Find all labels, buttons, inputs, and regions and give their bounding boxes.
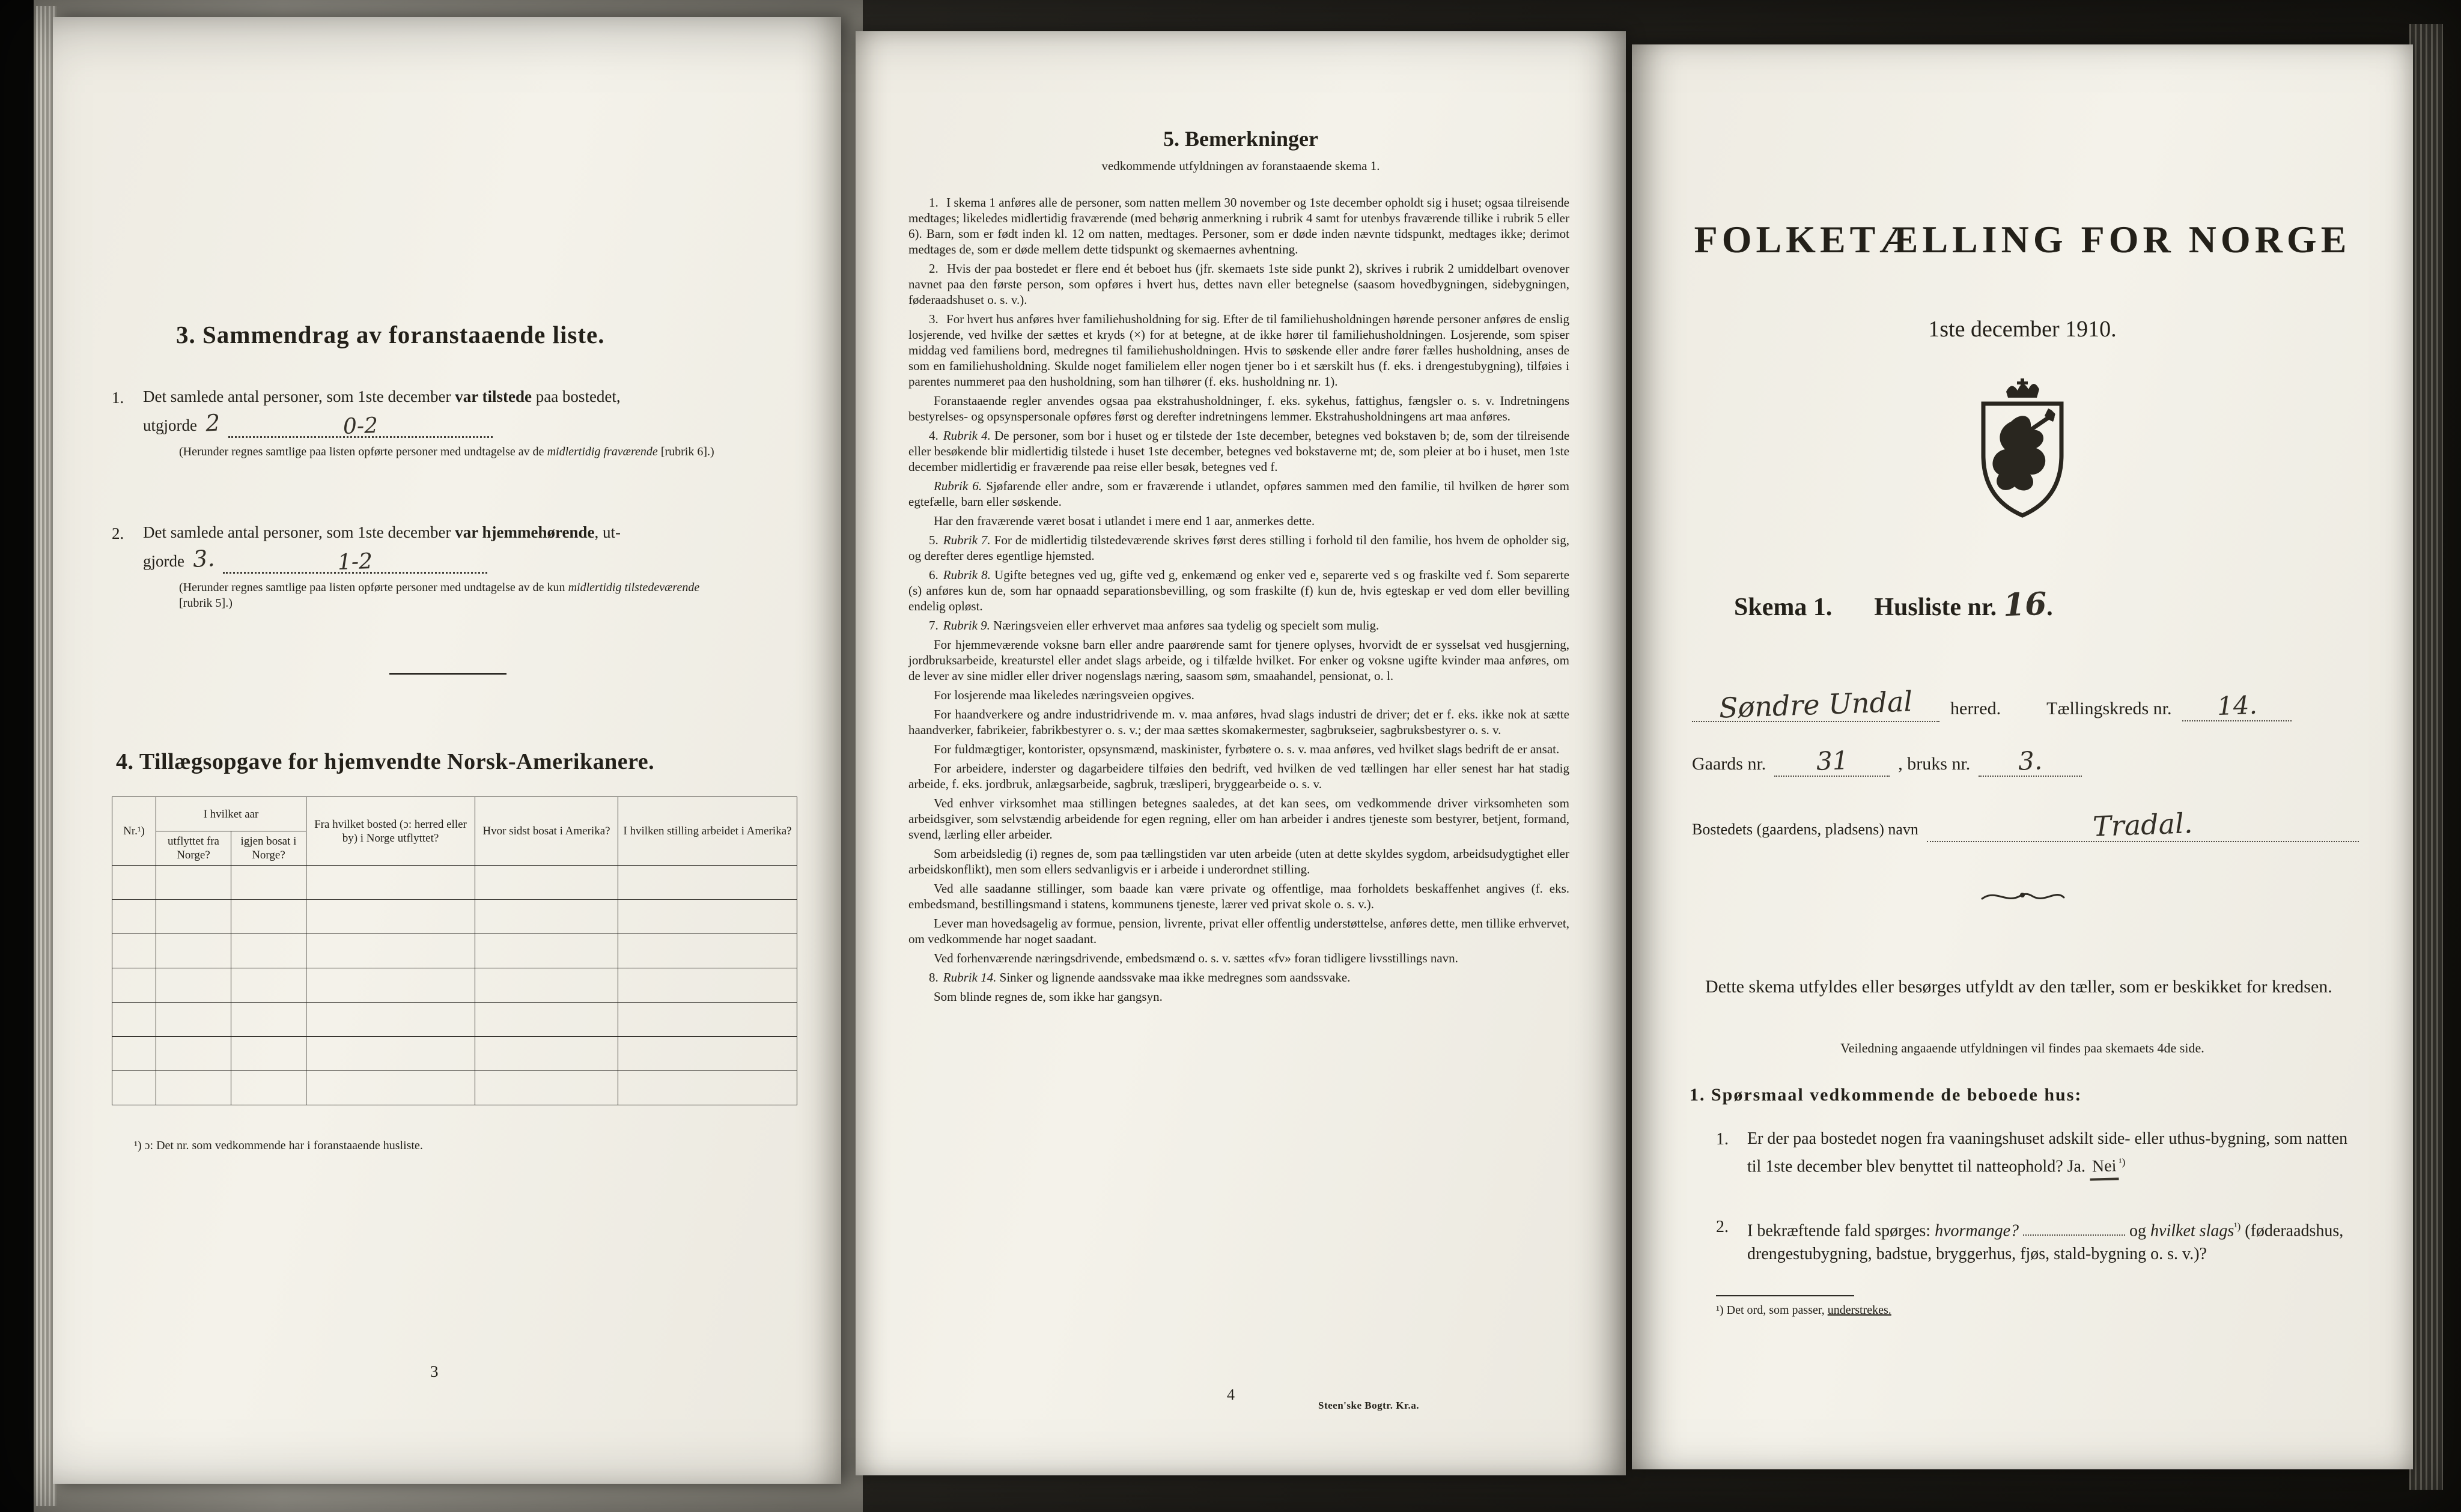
question-italic-2: hvilket slags xyxy=(2150,1221,2234,1240)
instruction-paragraph: For hjemmeværende voksne barn eller andre paarørende samt for tjenere oplyses, hvorvidt de er sysselsat ved husgjerning, jordbruksarbeide, kreaturstel eller andet slags arbeide, og i tilfælde hvilket. For enker og voksne ugifte kvinder maa anføres, om de lever av sine midler eller driver nogenslags næring, saasom søm, smaahandel, pensionat, o. l. xyxy=(908,637,1569,683)
instruction-paragraph: Ved enhver virksomhet maa stillingen betegnes saaledes, at det kan sees, om vedkommende driver virksomheten som arbeidsgiver, som selvstændig arbeidende for egen regning, eller om han arbeider i andres tjeneste som bestyrer, betjent, formand, svend, lærling eller arbeider. xyxy=(908,796,1569,842)
col-header-occupation: I hvilken stilling arbeidet i Amerika? xyxy=(618,797,797,866)
note-italic: midlertidig fraværende xyxy=(547,445,658,458)
table-footnote: ¹) ɔ: Det nr. som vedkommende har i foranstaaende husliste. xyxy=(134,1139,423,1152)
guidance-text: Veiledning angaaende utfyldningen vil findes paa skemaets 4de side. xyxy=(1840,1040,2204,1055)
item-text-bold: var tilstede xyxy=(455,387,532,405)
item-number: 2. xyxy=(112,524,124,542)
bruks-label: , bruks nr. xyxy=(1898,754,1971,774)
table-row xyxy=(112,1003,797,1037)
returned-americans-table xyxy=(112,797,797,1105)
col-header-returned: igjen bosat i Norge? xyxy=(231,831,306,866)
answer-line xyxy=(143,411,798,438)
answer-label: utgjorde xyxy=(143,416,197,434)
middle-page xyxy=(856,31,1626,1475)
dotted-answer-line xyxy=(228,412,493,438)
instruction-paragraph: Lever man hovedsagelig av formue, pension, livrente, privat eller offentlig understøttelse, anføres dette, men tillike erhvervet, om vedkommende har noget saadant. xyxy=(908,916,1569,946)
item-note xyxy=(179,444,732,460)
instruction-paragraph: 1. I skema 1 anføres alle de personer, som natten mellem 30 november og 1ste december opholdt sig i huset; ogsaa tilreisende medtages; likeledes midlertidig fraværende (med behørig anmerkning i rubrik 4 samt for utenbys fraværende tillike i rubrik 5 eller 6). Barn, som er født inden kl. 12 om natten, medtages. Personer, som er døde inden nævnte tidspunkt, medtages ikke; derimot medtages de, som er døde mellem dette tidspunkt og skemaernes avhentning. xyxy=(908,195,1569,257)
table-body xyxy=(112,866,797,1105)
item-text-pre: Det samlede antal personer, som 1ste december xyxy=(143,523,455,541)
filled-by-text: Dette skema utfyldes eller besørges utfyldt av den tæller, som er beskikket for kredsen. xyxy=(1705,977,2332,997)
residence-line xyxy=(1692,809,2359,842)
dotted-answer-line xyxy=(223,548,487,574)
dotted-field xyxy=(1692,685,1939,724)
table-row xyxy=(112,934,797,968)
item-note xyxy=(179,580,732,611)
instruction-paragraph: For haandverkere og andre industridrivende m. v. maa anføres, hvad slags industri de driver; det er f. eks. ikke nok at sætte haandverker, fabrikeier, fabrikbestyrer o. s. v.; der maa sættes skomakermester, sagbrukseier, sagbruksbestyrer o. s. v. xyxy=(908,707,1569,737)
item-text xyxy=(143,384,798,408)
item-text-pre: Det samlede antal personer, som 1ste december xyxy=(143,387,455,405)
dotted-answer-line xyxy=(2023,1218,2125,1236)
remarks-heading: 5. Bemerkninger xyxy=(1163,127,1318,151)
col-header-from: Fra hvilket bosted (ɔ: herred eller by) i Norge utflyttet? xyxy=(306,797,475,866)
answer-line xyxy=(143,547,798,574)
handwritten-bosted-name: Tradal. xyxy=(2092,807,2194,843)
footnote-ref: ¹) xyxy=(2234,1221,2241,1232)
husliste-group: Husliste nr. 16. xyxy=(1874,585,2053,624)
table-row xyxy=(112,900,797,934)
table-row xyxy=(112,866,797,900)
dotted-field xyxy=(2182,691,2292,721)
question-italic-1: hvormange? xyxy=(1935,1221,2019,1240)
scan-black-edge xyxy=(0,0,34,1512)
table-row xyxy=(112,968,797,1003)
answer-label: gjorde xyxy=(143,552,184,570)
remarks-subtitle: vedkommende utfyldningen av foranstaaende skema 1. xyxy=(1101,159,1380,173)
instruction-paragraph: Foranstaaende regler anvendes ogsaa paa ekstrahusholdninger, f. eks. sykehus, fattighus, fængsler o. s. v. Indretningens bestyrelses- og opsynspersonale opføres først og derefter indretningens lemmer. Ekstrahusholdningens art maa anføres. xyxy=(908,393,1569,424)
handwritten-gaards-number: 31 xyxy=(1815,745,1849,776)
page-stack-right-edge xyxy=(2409,24,2443,1490)
instruction-paragraph: Som arbeidsledig (i) regnes de, som paa tællingstiden var uten arbeide (uten at dette skyldes sygdom, arbeidsudygtighet eller arbeidskonflikt), men som ellers sedvanligvis er i arbeide i underordnet stilling. xyxy=(908,846,1569,876)
handwritten-bruks-number: 3. xyxy=(2018,745,2043,776)
handwritten-kreds-number: 14. xyxy=(2216,690,2258,721)
answer-nei-underlined: Nei xyxy=(2089,1155,2119,1181)
question-number: 2. xyxy=(1716,1218,1729,1236)
page-footnote: ¹) Det ord, som passer, understrekes. xyxy=(1716,1304,1891,1317)
question-text-pre: I bekræftende fald spørges: xyxy=(1747,1221,1935,1240)
census-date: 1ste december 1910. xyxy=(1928,317,2117,342)
divider-flourish-icon xyxy=(1632,884,2413,911)
col-header-nr: Nr.¹) xyxy=(112,797,156,866)
farm-line xyxy=(1692,746,2082,777)
coat-of-arms-icon xyxy=(1632,376,2413,529)
footnote-rule xyxy=(1716,1295,1854,1296)
item-text-post: , ut- xyxy=(594,523,621,541)
handwritten-split-present: 0-2 xyxy=(342,413,379,439)
item-number: 1. xyxy=(112,389,124,407)
summary-heading: 3. Sammendrag av foranstaaende liste. xyxy=(176,321,605,348)
page-number: 3 xyxy=(430,1362,439,1380)
handwritten-husliste-number: 16 xyxy=(2002,585,2048,624)
item-text xyxy=(143,520,798,544)
schema-line xyxy=(1734,586,2053,623)
col-group-year: I hvilket aar xyxy=(156,797,306,831)
instruction-paragraph: 2. Hvis der paa bostedet er flere end ét beboet hus (jfr. skemaets 1ste side punkt 2), skrives i rubrik 2 umiddelbart ovenover navnet paa den første person, som opføres i hvert hus, dettes navn eller betegnelse (saasom hovedbygningen, sidebygningen, føderaadshuset o. s. v.). xyxy=(908,261,1569,307)
col-header-last-residence: Hvor sidst bosat i Amerika? xyxy=(475,797,618,866)
summary-item-2 xyxy=(108,520,798,611)
footnote-ref: ¹) xyxy=(2119,1156,2126,1168)
instruction-paragraph: 4. Rubrik 4. De personer, som bor i huset og er tilstede der 1ste december, betegnes ved bokstaven b; de, som der tilreisende eller besøkende blir midlertidig tilstede i huset 1ste december, betegnes ved bokstaverne mt; de, som pleier at bo i huset, men 1ste december midlertidig er fraværende paa reise eller besøk, betegnes ved f. xyxy=(908,428,1570,474)
handwritten-herred-name: Søndre Undal xyxy=(1718,685,1913,724)
instruction-paragraph: 6. Rubrik 8. Ugifte betegnes ved ug, gifte ved g, enkemænd og enker ved e, separerte ved s og fraskilte ved f. Som separerte (s) anføres kun de, som har opnaadd separationsbevilling, og som fraskilte (f) kun de, hvis egteskap er ved dom eller bevilling endelig opløst. xyxy=(908,568,1570,613)
district-line xyxy=(1692,685,2359,724)
note-italic: midlertidig tilstedeværende xyxy=(568,581,700,594)
dotted-field xyxy=(1979,746,2082,777)
herred-label: herred. xyxy=(1950,699,2001,718)
americans-heading: 4. Tillægsopgave for hjemvendte Norsk-Amerikanere. xyxy=(116,749,655,774)
instruction-paragraph: 7. Rubrik 9. Næringsveien eller erhvervet maa anføres saa tydelig og specielt som mulig. xyxy=(929,618,1380,633)
note-pre: (Herunder regnes samtlige paa listen opførte personer med undtagelse av de xyxy=(179,445,547,458)
section-divider-rule xyxy=(389,673,506,675)
handwritten-total-home: 3. xyxy=(192,545,216,572)
census-title: FOLKETÆLLING FOR NORGE xyxy=(1694,218,2351,261)
underlined-word: understrekes. xyxy=(1827,1304,1891,1317)
note-post: [rubrik 6].) xyxy=(657,445,714,458)
item-text-bold: var hjemmehørende xyxy=(455,523,595,541)
bosted-label: Bostedets (gaardens, pladsens) navn xyxy=(1692,821,1918,838)
right-page xyxy=(1632,44,2413,1469)
dotted-field xyxy=(1927,809,2359,842)
printer-imprint: Steen'ske Bogtr. Kr.a. xyxy=(1318,1400,1419,1411)
instruction-paragraph: For arbeidere, inderster og dagarbeidere tilføies den bedrift, ved hvilken de ved tællingen har eller senest har hat stadig arbeide, f. eks. jordbruk, anlægsarbeide, sagbruk, træsliperi, bryggearbeide o. s. v. xyxy=(908,761,1569,791)
page-number: 4 xyxy=(1227,1386,1235,1403)
note-pre: (Herunder regnes samtlige paa listen opførte personer med undtagelse av de kun xyxy=(179,581,568,594)
instruction-paragraph: For losjerende maa likeledes næringsveien opgives. xyxy=(934,688,1194,702)
instruction-paragraph: Har den fraværende været bosat i utlandet i mere end 1 aar, anmerkes dette. xyxy=(934,514,1315,528)
question-2 xyxy=(1716,1215,2348,1266)
item-text-post: paa bostedet, xyxy=(531,387,621,405)
instruction-paragraph: 5. Rubrik 7. For de midlertidig tilstedeværende skrives først deres stilling i forhold til den familie, hos hvem de opholder sig, og derefter deres egentlige hjemsted. xyxy=(908,533,1570,563)
question-1 xyxy=(1716,1127,2348,1180)
answer-ja: Ja. xyxy=(2067,1157,2085,1176)
gaards-label: Gaards nr. xyxy=(1692,754,1766,774)
schema-label: Skema 1. xyxy=(1734,594,1833,621)
tellingskreds-label: Tællingskreds nr. xyxy=(2046,699,2172,718)
table-row xyxy=(112,1071,797,1105)
table-row xyxy=(112,1037,797,1071)
left-page xyxy=(53,17,841,1484)
instruction-paragraph: 8. Rubrik 14. Sinker og lignende aandssvake maa ikke medregnes som aandssvake. xyxy=(929,970,1351,985)
summary-item-1 xyxy=(108,384,798,460)
handwritten-split-home: 1-2 xyxy=(337,549,373,575)
table-header xyxy=(112,797,797,866)
question-text-mid: og xyxy=(2129,1221,2151,1240)
instructions-column xyxy=(908,195,1569,1008)
question-text-post: (føderaadshus, drengestubygning, badstue, bryggerhus, fjøs, stald-bygning o. s. v.)? xyxy=(1747,1221,2344,1264)
col-header-emigrated: utflyttet fra Norge? xyxy=(156,831,231,866)
instruction-paragraph: Ved forhenværende næringsdrivende, embedsmænd o. s. v. sættes «fv» foran tidligere livsstillings navn. xyxy=(934,951,1458,965)
instruction-paragraph: 3. For hvert hus anføres hver familiehusholdning for sig. Efter de til familiehusholdningen hørende personer anføres de enslig losjerende, ved hvilke der sættes et kryds (×) for at betegne, at de ikke hører til familiehusholdningen. Losjerende, som spiser middag ved familiens bord, medregnes til familiehusholdningen. Hvis to søskende eller andre fører fælles husholdning, anses de som en familiehusholdning. Skulde noget familielem eller nogen tjener bo i et særskilt hus (f. eks. i drengestubygning), tilføies i parentes nummeret paa den husholdning, som han tilhører (f. eks. husholdning nr. 1). xyxy=(908,312,1570,389)
instruction-paragraph: For fuldmægtiger, kontorister, opsynsmænd, maskinister, fyrbøtere o. s. v. maa anføres, ved hvilket slags bedrift de er ansat. xyxy=(934,742,1560,756)
instruction-paragraph: Ved alle saadanne stillinger, som baade kan være private og offentlige, maa forholdets beskaffenhet angives (f. eks. embedsmand, bestillingsmand i statens, kommunens tjeneste, lærer ved privat skole o. s. v.). xyxy=(908,881,1569,911)
question-number: 1. xyxy=(1716,1130,1729,1149)
note-post: [rubrik 5].) xyxy=(179,597,233,610)
handwritten-total-present: 2 xyxy=(204,409,221,437)
dotted-field xyxy=(1774,746,1890,777)
questions-heading: 1. Spørsmaal vedkommende de beboede hus: xyxy=(1690,1085,2082,1105)
question-text: Er der paa bostedet nogen fra vaaningshuset adskilt side- eller uthus-bygning, som natten til 1ste december blev benyttet til natteophold? xyxy=(1747,1129,2348,1176)
instruction-paragraph: Som blinde regnes de, som ikke har gangsyn. xyxy=(934,989,1163,1004)
instruction-paragraph: Rubrik 6. Sjøfarende eller andre, som er fraværende i utlandet, opføres sammen med den familie, til hvilken de hører som egtefælle, barn eller søskende. xyxy=(908,479,1570,509)
